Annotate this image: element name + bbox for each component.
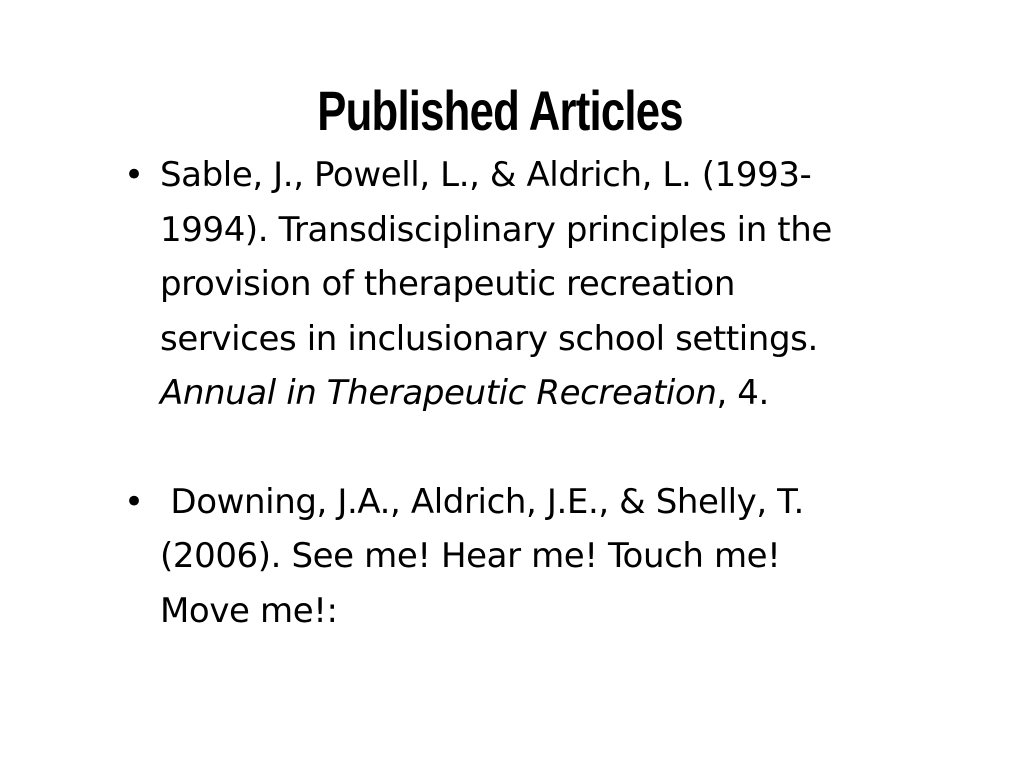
article-list: [118, 148, 838, 638]
journal-name: Annual in Therapeutic Recreation: [160, 373, 717, 413]
list-item: [118, 475, 838, 639]
journal-volume: , 4.: [716, 373, 769, 413]
article-citation: Sable, J., Powell, L., & Aldrich, L. (1993-1994). Transdisciplinary principles in the provision of therapeutic recreation services in inclusionary school settings.: [160, 155, 832, 359]
bullet-icon: •: [124, 481, 144, 522]
list-item: [118, 148, 838, 421]
bullet-icon: •: [124, 155, 144, 195]
slide-title: Published Articles: [317, 79, 683, 142]
article-citation: Downing, J.A., Aldrich, J.E., & Shelly, T. (2006). See me! Hear me! Touch me! Move me!:: [160, 481, 815, 631]
